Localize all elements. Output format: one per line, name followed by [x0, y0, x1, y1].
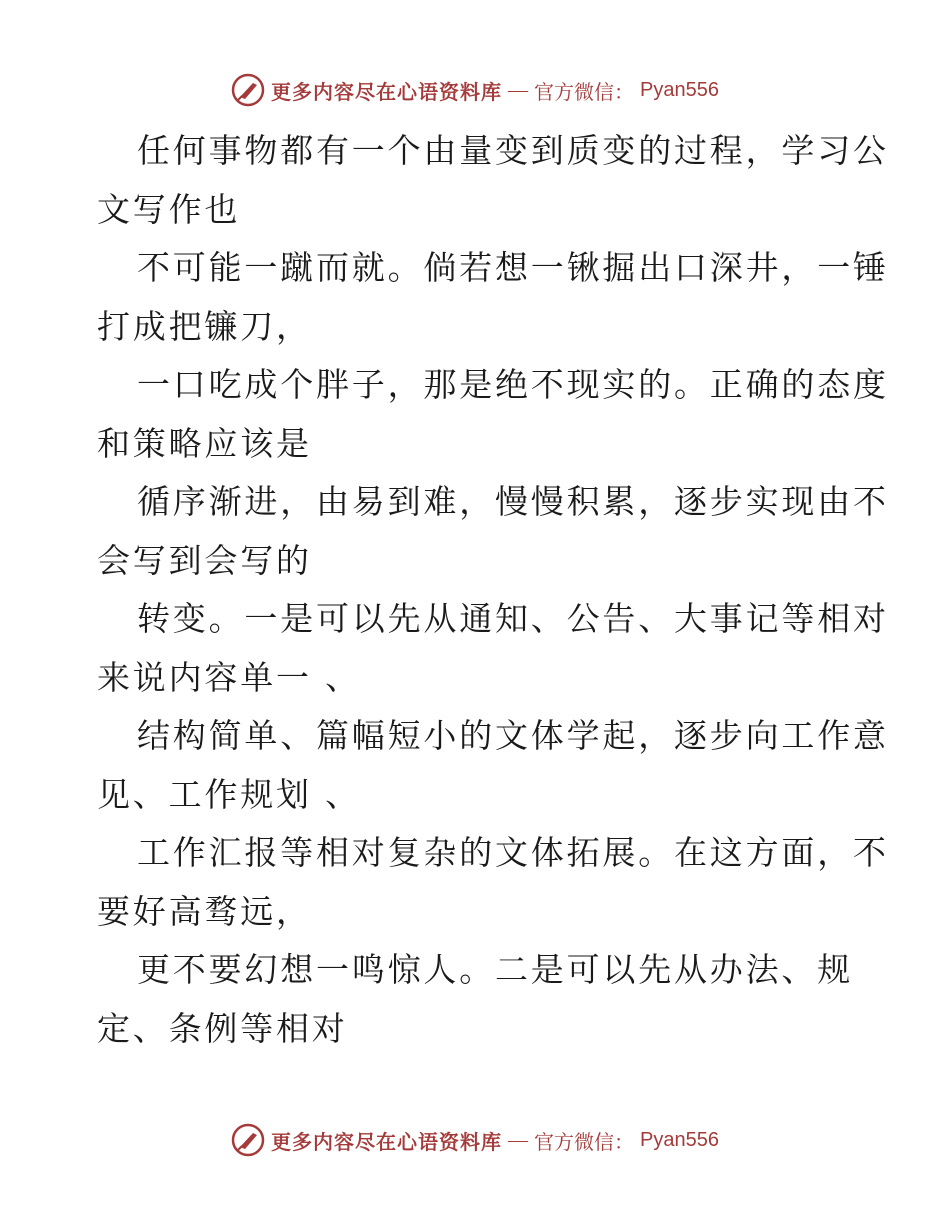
watermark-wechat-id: Pyan556 — [640, 1128, 719, 1151]
quill-logo-icon — [231, 73, 265, 107]
body-line: 任何事物都有一个由量变到质变的过程，学习公 — [137, 131, 889, 170]
body-line: 打成把镰刀， — [97, 306, 312, 346]
watermark-wechat-id: Pyan556 — [640, 78, 719, 101]
body-line: 文写作也 — [97, 189, 241, 229]
page-footer-watermark — [0, 1120, 950, 1160]
body-line: 不可能一蹴而就。倘若想一锹掘出口深井，一锤 — [137, 248, 889, 287]
watermark-wechat-label: 官方微信： — [534, 1129, 635, 1154]
watermark-wechat-label: 官方微信： — [534, 79, 635, 104]
quill-logo-icon — [231, 1123, 265, 1157]
body-line: 更不要幻想一鸣惊人。二是可以先从办法、规 — [137, 950, 853, 989]
body-line: 结构简单、篇幅短小的文体学起，逐步向工作意 — [137, 716, 889, 755]
body-line: 循序渐进，由易到难，慢慢积累，逐步实现由不 — [137, 482, 889, 521]
watermark-slogan: 更多内容尽在心语资料库 — [271, 79, 503, 104]
body-line: 会写到会写的 — [97, 540, 312, 580]
body-line: 一口吃成个胖子，那是绝不现实的。正确的态度 — [137, 365, 889, 404]
body-line: 工作汇报等相对复杂的文体拓展。在这方面，不 — [137, 833, 889, 872]
body-line: 来说内容单一 、 — [97, 657, 361, 697]
page-header-watermark — [0, 70, 950, 110]
body-line: 定、条例等相对 — [97, 1008, 348, 1048]
body-line: 和策略应该是 — [97, 423, 312, 463]
watermark-dash: — — [508, 78, 529, 101]
body-line: 转变。一是可以先从通知、公告、大事记等相对 — [137, 599, 889, 638]
document-body — [97, 122, 889, 1058]
body-line: 要好高骛远， — [97, 891, 312, 931]
watermark-dash: — — [508, 1128, 529, 1151]
watermark-slogan: 更多内容尽在心语资料库 — [271, 1129, 503, 1154]
body-line: 见、工作规划 、 — [97, 774, 361, 814]
